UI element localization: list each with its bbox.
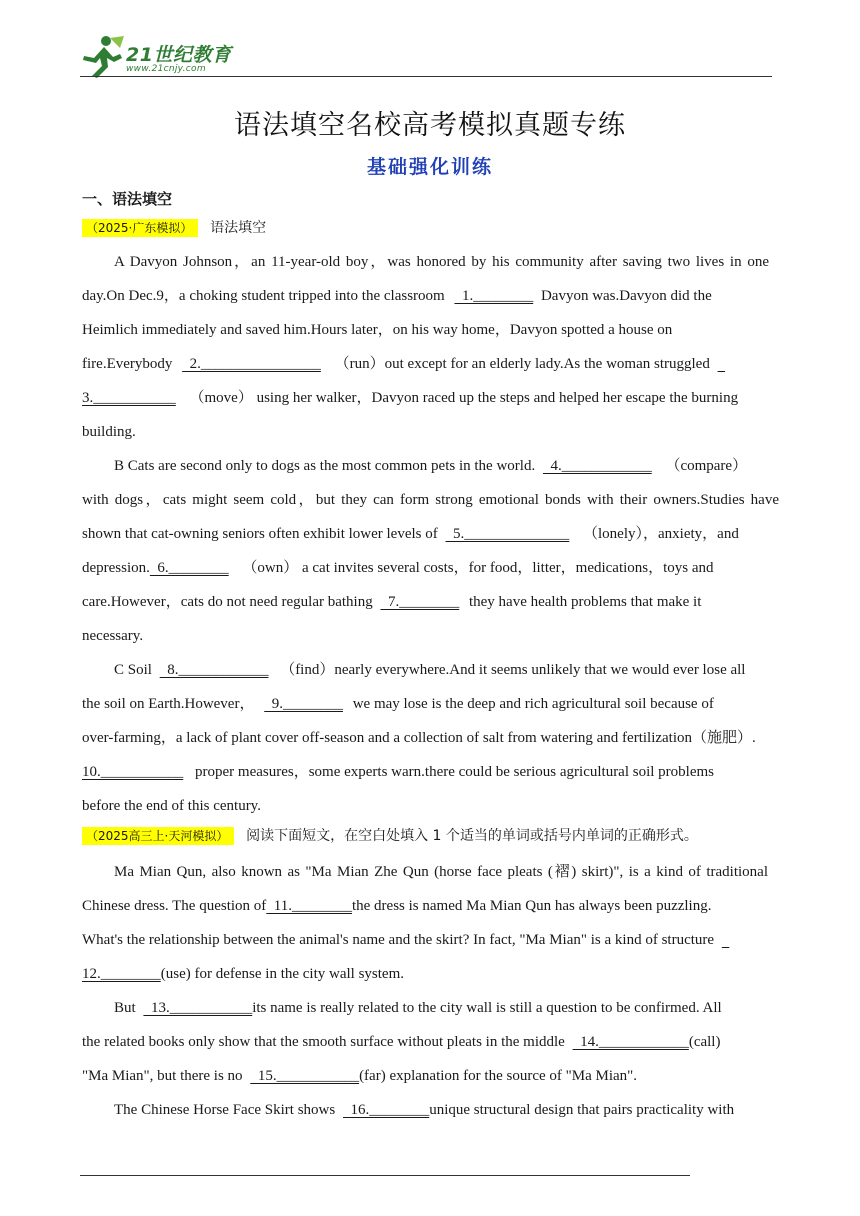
text-line: care.However，cats do not need regular bathing 7.________ they have health problems that make it <box>82 594 702 610</box>
logo-brand-text: 21世纪教育 <box>126 44 232 66</box>
text-line: the related books only show that the smooth surface without pleats in the middle 14.____________(call) <box>82 1034 721 1050</box>
answer-blank[interactable]: 11.________ <box>266 898 352 914</box>
answer-blank[interactable]: 1.________ <box>454 288 534 304</box>
text-line: before the end of this century. <box>82 798 261 814</box>
text-line: Ma Mian Qun, also known as "Ma Mian Zhe Qun (horse face pleats (褶) skirt)", is a kind of traditional <box>114 864 768 880</box>
text-line: What's the relationship between the animal's name and the skirt? In fact, "Ma Mian" is a kind of structure <box>82 932 715 948</box>
text-line: A Davyon Johnson，an 11-year-old boy，was honored by his community after saving two lives in one <box>114 254 769 270</box>
text-line: necessary. <box>82 628 144 644</box>
text-line: "Ma Mian", but there is no 15.___________(far) explanation for the source of "Ma Mian". <box>82 1068 638 1084</box>
text-line: fire.Everybody 2.________________ （run）out except for an elderly lady.As the woman struggled <box>82 356 710 372</box>
answer-blank[interactable]: 2.________________ <box>182 356 321 372</box>
text-line: shown that cat-owning seniors often exhibit lower levels of 5.______________ （lonely），anxiety，and <box>82 526 739 542</box>
passage2-header <box>82 826 698 846</box>
footer-divider <box>80 1175 690 1176</box>
text-line: B Cats are second only to dogs as the most common pets in the world. 4.____________ （compare） <box>114 458 748 474</box>
text-line: 3.___________ （move） using her walker，Davyon raced up the steps and helped her escape the burning <box>82 390 739 406</box>
answer-blank[interactable]: 15.___________ <box>250 1068 360 1084</box>
answer-blank[interactable]: 7.________ <box>380 594 460 610</box>
source-tag: （2025高三上·天河模拟） <box>82 827 234 845</box>
answer-blank[interactable]: 9.________ <box>264 696 343 712</box>
text-line: day.On Dec.9，a choking student tripped into the classroom 1.________ Davyon was.Davyon did the <box>82 288 712 304</box>
answer-blank[interactable]: 5.______________ <box>445 526 570 542</box>
text-line: C Soil 8.____________ （find）nearly everywhere.And it seems unlikely that we would ever lose all <box>114 662 746 678</box>
text-line: Chinese dress. The question of 11.________the dress is named Ma Mian Qun has always been puzzling. <box>82 898 712 914</box>
text-line: 10.___________ proper measures，some experts warn.there could be serious agricultural soil problems <box>82 764 715 780</box>
answer-blank[interactable]: 12.________ <box>82 966 161 982</box>
site-logo <box>80 34 250 80</box>
answer-blank[interactable]: 4.____________ <box>542 458 652 474</box>
text-line: the soil on Earth.However， 9.________ we may lose is the deep and rich agricultural soil because of <box>82 696 714 712</box>
runner-logo-icon <box>80 34 126 78</box>
section-heading: 一、语法填空 <box>82 190 173 208</box>
source-tag: （2025·广东模拟） <box>82 219 198 237</box>
text-line: over-farming，a lack of plant cover off-season and a collection of salt from watering and fertilization（施肥）. <box>82 730 756 746</box>
answer-blank[interactable]: 8.____________ <box>159 662 269 678</box>
text-line: with dogs，cats might seem cold，but they can form strong emotional bonds with their owners.Studies have <box>82 492 779 508</box>
page-title: 语法填空名校高考模拟真题专练 <box>234 110 626 141</box>
text-line: The Chinese Horse Face Skirt shows 16.________unique structural design that pairs practicality with <box>114 1102 735 1118</box>
text-line: But 13.___________its name is really related to the city wall is still a question to be confirmed. All <box>114 1000 722 1016</box>
text-line: depression. 6.________ （own） a cat invites several costs，for food，litter，medications，toys and <box>82 560 714 576</box>
text-line: building. <box>82 424 136 440</box>
logo-site-url: www.21cnjy.com <box>126 64 206 74</box>
page-subtitle: 基础强化训练 <box>366 156 493 178</box>
answer-blank[interactable]: 6.________ <box>149 560 229 576</box>
answer-blank[interactable]: 13.___________ <box>143 1000 253 1016</box>
text-line: 12.________(use) for defense in the city wall system. <box>82 966 405 982</box>
answer-blank[interactable]: 16.________ <box>342 1102 430 1118</box>
instruction: 阅读下面短文，在空白处填入 1 个适当的单词或括号内单词的正确形式。 <box>246 828 698 844</box>
text-line: Heimlich immediately and saved him.Hours later，on his way home，Davyon spotted a house on <box>82 322 673 338</box>
answer-blank[interactable]: 3.___________ <box>82 390 176 406</box>
answer-blank[interactable]: 10.___________ <box>82 764 184 780</box>
passage1-header <box>82 218 266 238</box>
answer-blank[interactable]: 14.____________ <box>572 1034 689 1050</box>
header-divider <box>80 76 772 77</box>
instruction: 语法填空 <box>210 220 267 236</box>
